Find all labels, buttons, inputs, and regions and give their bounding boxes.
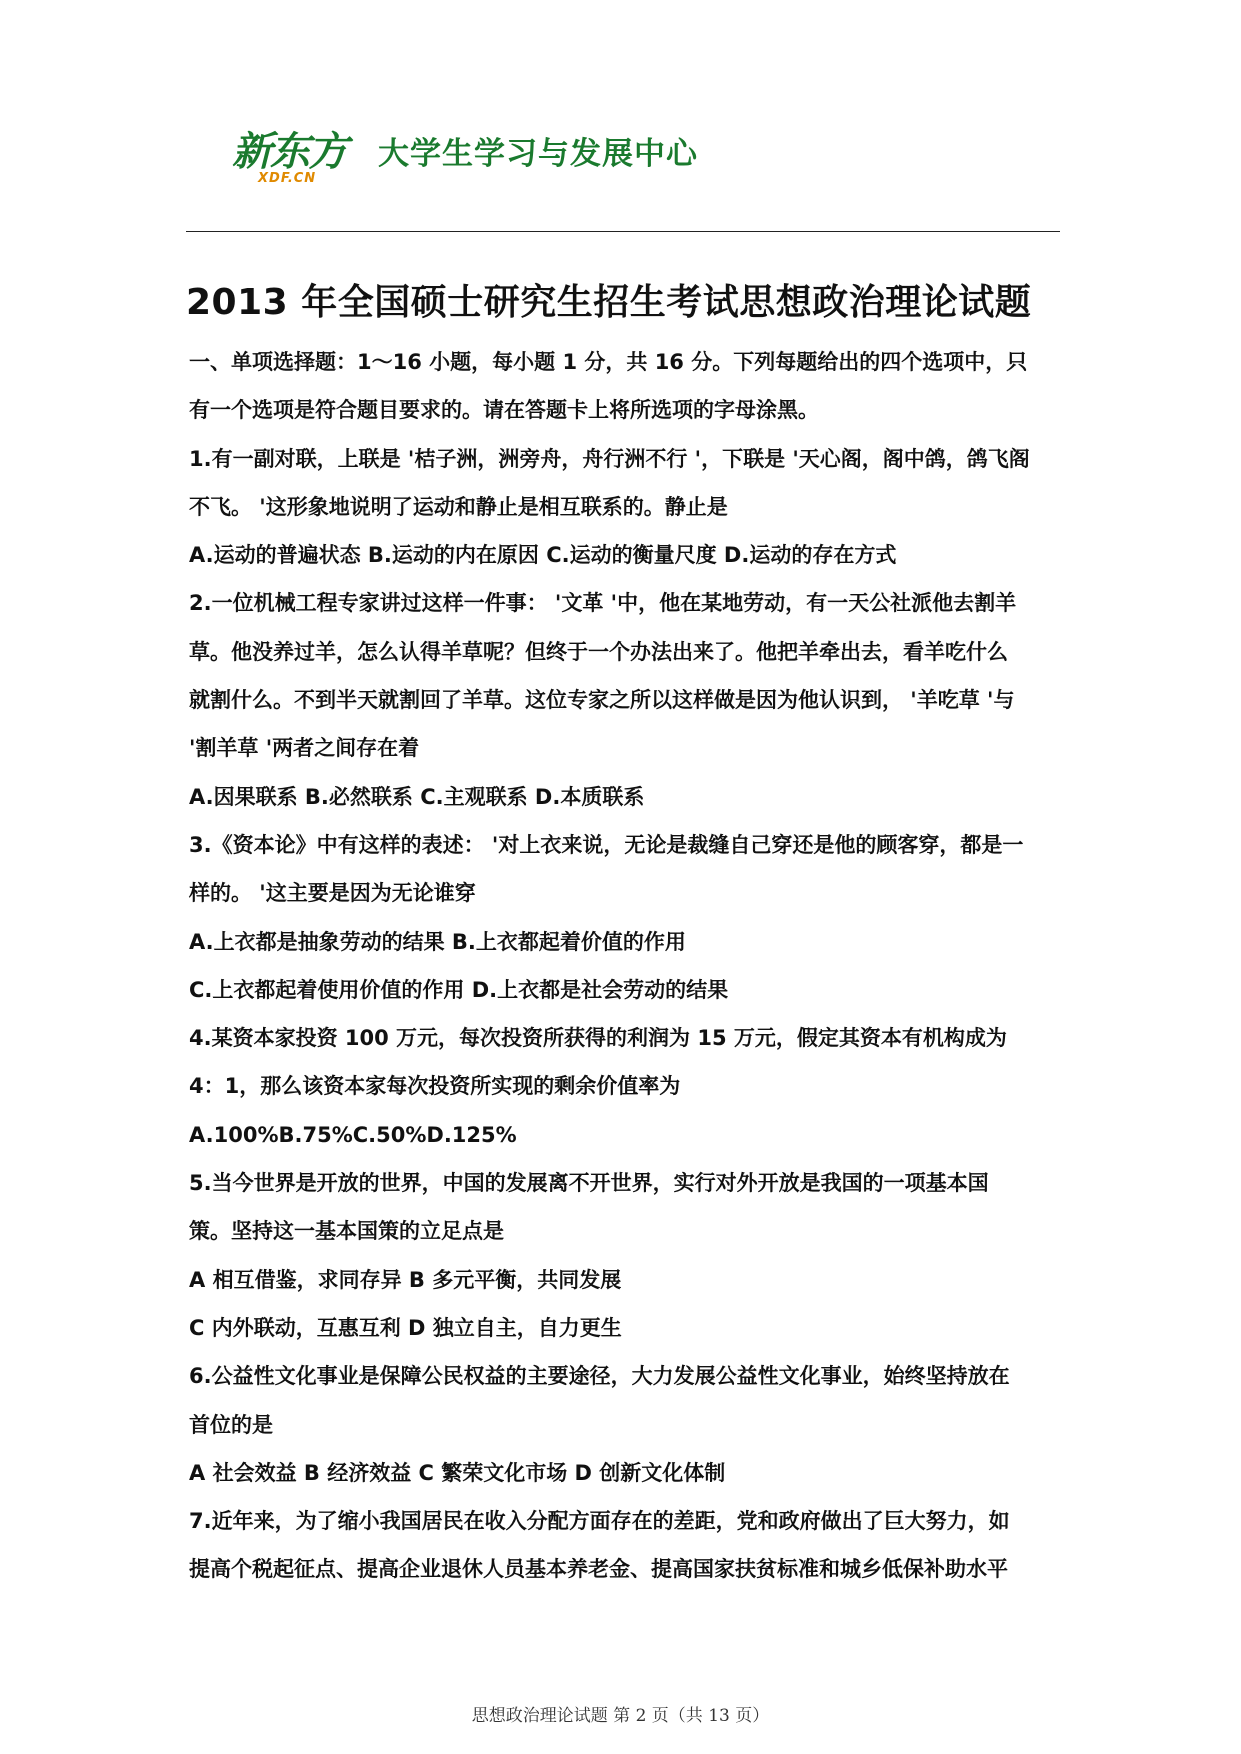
text-line: 有一个选项是符合题目要求的。请在答题卡上将所选项的字母涂黑。 <box>189 398 819 423</box>
logo-text: 新东方 <box>232 129 346 175</box>
text-line: 2.一位机械工程专家讲过这样一件事： '文革 '中，他在某地劳动，有一天公社派他去割羊 <box>189 591 1017 616</box>
text-line: 首位的是 <box>189 1412 273 1437</box>
text-line: 策。坚持这一基本国策的立足点是 <box>189 1219 504 1244</box>
text-line: 3.《资本论》中有这样的表述： '对上衣来说，无论是裁缝自己穿还是他的顾客穿，都是一 <box>189 832 1024 857</box>
text-line: A.因果联系 B.必然联系 C.主观联系 D.本质联系 <box>189 784 645 809</box>
text-line: 提高个税起征点、提高企业退休人员基本养老金、提高国家扶贫标准和城乡低保补助水平 <box>189 1557 1008 1582</box>
center-name: 大学生学习与发展中心 <box>378 136 698 172</box>
text-line: C 内外联动，互惠互利 D 独立自主，自力更生 <box>189 1315 622 1340</box>
text-line: 草。他没养过羊，怎么认得羊草呢？但终于一个办法出来了。他把羊牵出去，看羊吃什么 <box>189 639 1008 664</box>
header-divider <box>186 231 1060 232</box>
text-line: A.100%B.75%C.50%D.125% <box>189 1122 517 1147</box>
text-line: 就割什么。不到半天就割回了羊草。这位专家之所以这样做是因为他认识到， '羊吃草 '与 <box>189 688 1015 713</box>
xdf-logo <box>232 130 350 188</box>
text-line: 5.当今世界是开放的世界，中国的发展离不开世界，实行对外开放是我国的一项基本国 <box>189 1171 989 1196</box>
text-line: A.运动的普遍状态 B.运动的内在原因 C.运动的衡量尺度 D.运动的存在方式 <box>189 543 897 568</box>
text-line: 7.近年来，为了缩小我国居民在收入分配方面存在的差距，党和政府做出了巨大努力，如 <box>189 1509 1010 1534</box>
logo-subtext: XDF.CN <box>258 171 317 186</box>
text-line: 4：1，那么该资本家每次投资所实现的剩余价值率为 <box>189 1074 681 1099</box>
text-line: 不飞。 '这形象地说明了运动和静止是相互联系的。静止是 <box>189 494 728 519</box>
exam-content <box>189 338 1069 1594</box>
text-line: 样的。 '这主要是因为无论谁穿 <box>189 881 476 906</box>
text-line: A 相互借鉴，求同存异 B 多元平衡，共同发展 <box>189 1267 622 1292</box>
page-header <box>232 128 698 188</box>
text-line: 6.公益性文化事业是保障公民权益的主要途径，大力发展公益性文化事业，始终坚持放在 <box>189 1364 1010 1389</box>
text-line: 4.某资本家投资 100 万元，每次投资所获得的利润为 15 万元，假定其资本有机构成为 <box>189 1026 1007 1051</box>
text-line: 1.有一副对联，上联是 '桔子洲，洲旁舟，舟行洲不行 '，下联是 '天心阁，阁中鸽，鸽飞阁 <box>189 446 1030 471</box>
text-line: 一、单项选择题：1～16 小题，每小题 1 分，共 16 分。下列每题给出的四个选项中，只 <box>189 350 1028 374</box>
text-line: A 社会效益 B 经济效益 C 繁荣文化市场 D 创新文化体制 <box>189 1460 726 1485</box>
text-line: A.上衣都是抽象劳动的结果 B.上衣都起着价值的作用 <box>189 929 686 954</box>
page-footer: 思想政治理论试题 第 2 页（共 13 页） <box>471 1706 770 1726</box>
page-title: 2013 年全国硕士研究生招生考试思想政治理论试题 <box>186 282 1032 323</box>
text-line: C.上衣都起着使用价值的作用 D.上衣都是社会劳动的结果 <box>189 977 729 1002</box>
text-line: '割羊草 '两者之间存在着 <box>189 736 420 761</box>
